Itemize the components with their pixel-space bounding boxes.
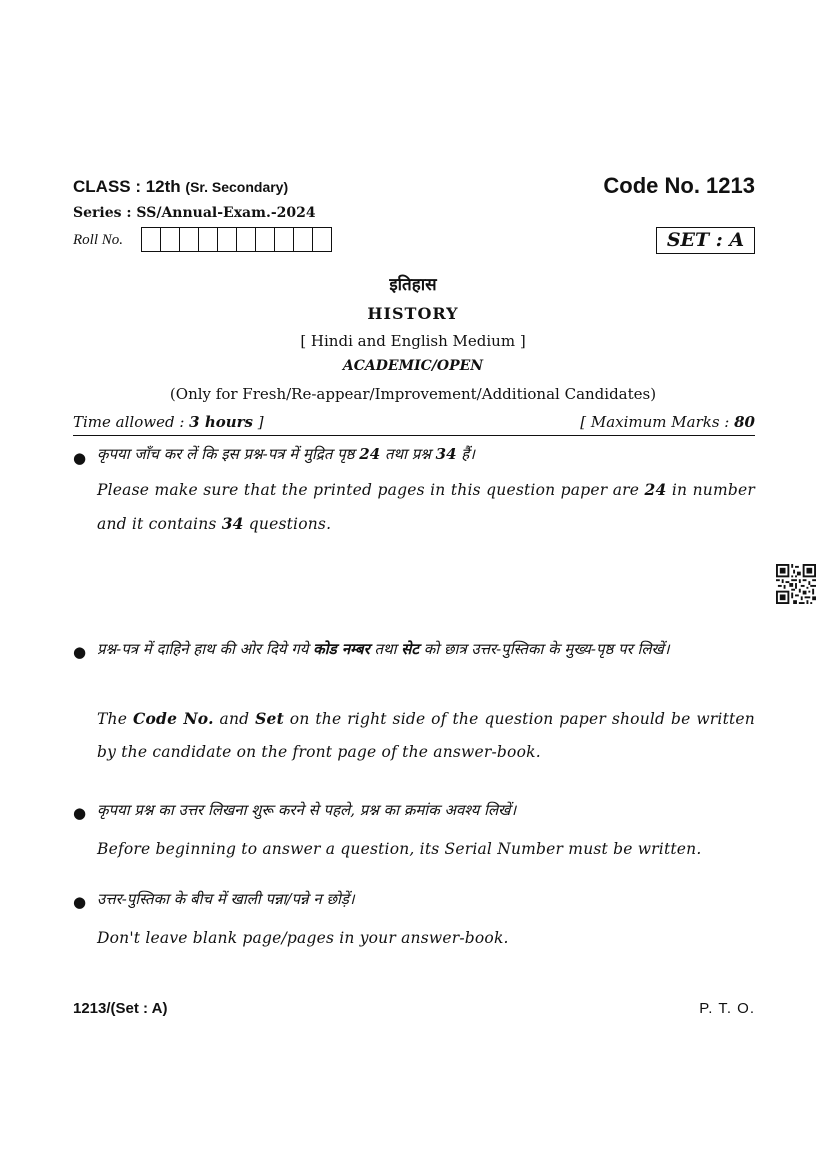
text-segment: 24 <box>644 480 667 499</box>
roll-box[interactable] <box>161 228 180 251</box>
text-segment: हैं। <box>456 445 475 463</box>
academic-label: ACADEMIC/OPEN <box>342 358 484 374</box>
instruction-4-hindi: उत्तर-पुस्तिका के बीच में खाली पन्ना/पन्ने न छोड़ें। <box>97 890 355 908</box>
text-segment: 34 <box>221 514 244 533</box>
candidates-note: (Only for Fresh/Re-appear/Improvement/Additional Candidates) <box>169 385 657 403</box>
text-segment: Code No. <box>132 709 214 728</box>
instruction-3-english: Before beginning to answer a question, its Serial Number must be written. <box>97 840 702 858</box>
class-main: CLASS : 12th <box>73 177 181 196</box>
roll-box[interactable] <box>142 228 161 251</box>
text-segment: कृपया जाँच कर लें कि इस प्रश्न-पत्र में मुद्रित पृष्ठ <box>97 445 360 463</box>
text-segment: कोड नम्बर <box>313 640 370 658</box>
bullet-icon: ● <box>73 804 87 822</box>
marks-prefix: [ Maximum Marks : <box>580 413 735 431</box>
divider-line <box>73 435 755 436</box>
text-segment: तथा <box>369 640 402 658</box>
text-segment: तथा प्रश्न <box>380 445 436 463</box>
medium-note: [ Hindi and English Medium ] <box>300 332 526 350</box>
roll-box[interactable] <box>313 228 331 251</box>
class-label <box>73 177 288 197</box>
instruction-3-hindi: कृपया प्रश्न का उत्तर लिखना शुरू करने से पहले, प्रश्न का क्रमांक अवश्य लिखें। <box>97 801 517 819</box>
series-label: Series : SS/Annual-Exam.-2024 <box>73 205 316 221</box>
text-segment: सेट <box>401 640 419 658</box>
instruction-4-english: Don't leave blank page/pages in your answer-book. <box>97 929 509 947</box>
text-segment: and <box>213 710 256 728</box>
roll-box[interactable] <box>180 228 199 251</box>
text-segment: Please make sure that the printed pages in this question paper are <box>97 481 645 499</box>
text-segment: 34 <box>435 445 457 463</box>
english-subject-title: HISTORY <box>367 304 459 323</box>
roll-box[interactable] <box>294 228 313 251</box>
text-segment: प्रश्न-पत्र में दाहिने हाथ की ओर दिये गये <box>97 640 314 658</box>
roll-number-label: Roll No. <box>73 232 124 248</box>
time-prefix: Time allowed : <box>73 413 190 431</box>
roll-number-boxes[interactable] <box>141 227 332 252</box>
marks-value: 80 <box>734 413 755 431</box>
set-label: SET : A <box>656 227 755 254</box>
footer-code: 1213/(Set : A) <box>73 1000 168 1017</box>
time-suffix: ] <box>252 413 264 431</box>
roll-box[interactable] <box>218 228 237 251</box>
text-segment: The <box>97 710 133 728</box>
code-number: Code No. 1213 <box>603 173 755 198</box>
bullet-icon: ● <box>73 643 87 661</box>
text-segment: Set <box>255 709 284 728</box>
roll-box[interactable] <box>256 228 275 251</box>
bullet-icon: ● <box>73 893 87 911</box>
instruction-1-hindi <box>97 438 755 471</box>
text-segment: on the right side of the question paper should be written by the candidate on the front page of the answer-book. <box>97 710 755 761</box>
maximum-marks <box>580 413 755 431</box>
qr-code-icon <box>776 564 816 604</box>
hindi-subject-title: इतिहास <box>389 275 437 295</box>
text-segment: 24 <box>359 445 381 463</box>
bullet-icon: ● <box>73 449 87 467</box>
time-allowed <box>73 413 264 431</box>
roll-box[interactable] <box>275 228 294 251</box>
text-segment: को छात्र उत्तर-पुस्तिका के मुख्य-पृष्ठ पर लिखें। <box>419 640 670 658</box>
roll-box[interactable] <box>199 228 218 251</box>
text-segment: questions. <box>243 515 332 533</box>
instruction-2-english <box>97 702 755 769</box>
time-value: 3 hours <box>189 413 253 431</box>
instruction-2-hindi <box>97 633 755 666</box>
text-segment: in number and it contains <box>97 481 755 533</box>
class-sub: (Sr. Secondary) <box>185 179 289 195</box>
instruction-1-english <box>97 473 755 541</box>
roll-box[interactable] <box>237 228 256 251</box>
footer-pto: P. T. O. <box>699 1000 755 1017</box>
